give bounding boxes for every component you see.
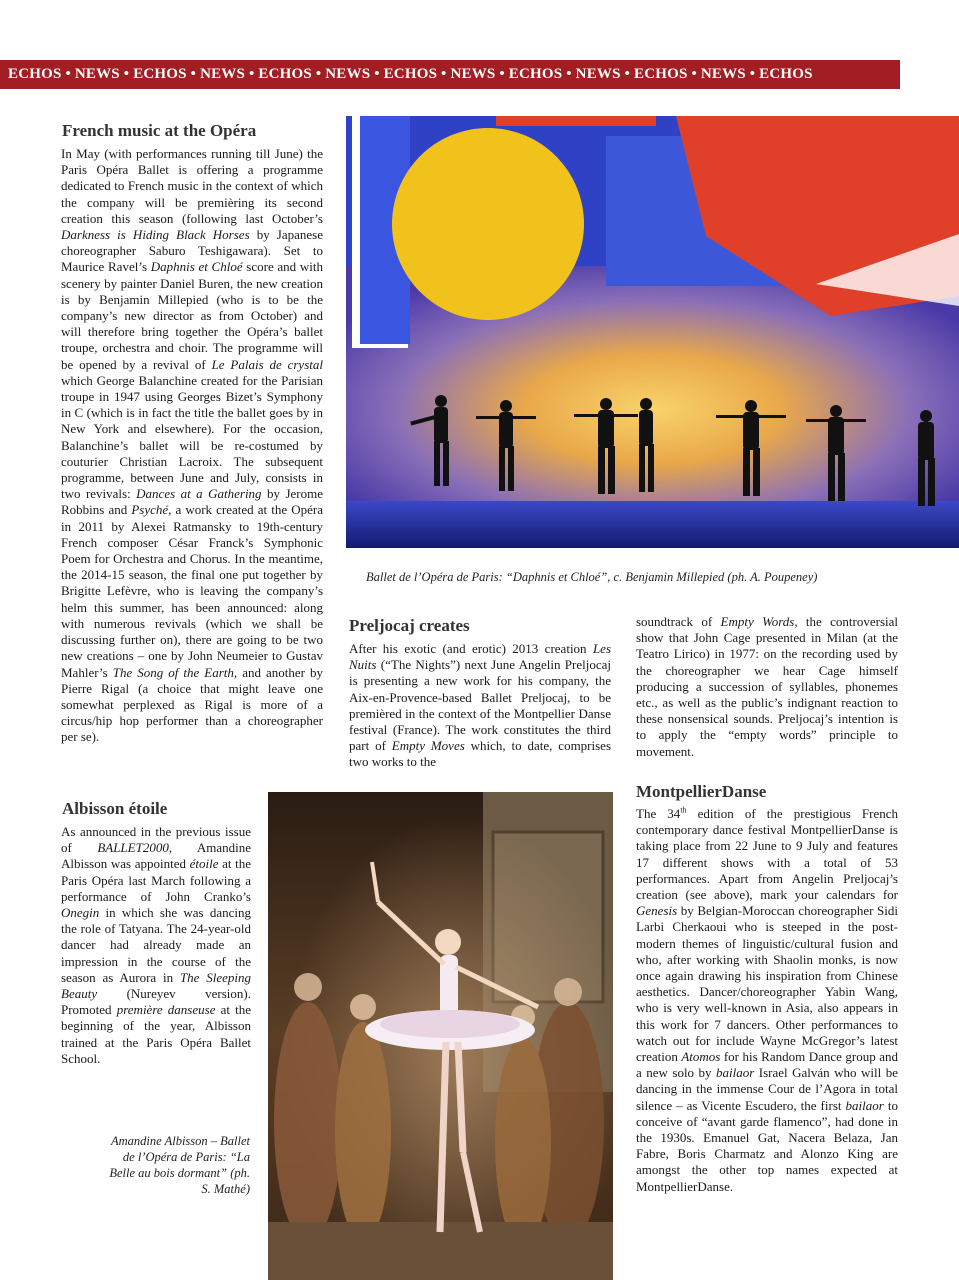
caption-daphnis-et-chloe: Ballet de l’Opéra de Paris: “Daphnis et Chloé”, c. Benjamin Millepied (ph. A. Poupeney)	[366, 570, 818, 584]
text-run: and another by Pierre Rigal (a choice that might leave one somewhat perplexed as Rigal is more of a circus/hip hop performer than a choreographer per se).	[61, 664, 323, 745]
photo-albisson-sleeping-beauty	[268, 792, 613, 1280]
article-body-preljocaj-left	[349, 641, 611, 771]
ballerina-illustration	[268, 792, 613, 1280]
text-run: (Nureyev version). Promoted	[61, 986, 251, 1018]
article-title-preljocaj: Preljocaj creates	[349, 616, 470, 635]
italic-run: Empty Moves	[391, 738, 465, 754]
italic-run: Psyché	[131, 502, 169, 518]
italic-run: bailaor	[845, 1097, 884, 1113]
text-run: for his Random Dance group and a new solo by	[636, 1049, 898, 1081]
italic-run: Le Palais de crystal	[211, 356, 323, 372]
article-title-albisson: Albisson étoile	[62, 799, 168, 818]
text-run: in which she was dancing the role of Tatyana. The 24-year-old dancer had already made an impression in the course of the season as Aurora in	[61, 905, 251, 985]
text-run: at the beginning of the year, Albisson trained at the Paris Opéra Ballet School.	[61, 1002, 252, 1066]
italic-run: Genesis	[636, 903, 678, 919]
text-run: , the controversial show that John Cage presented in Milan (at the Teatro Lirico) in 1977: on the recording used by the choreographer we hear Cage himself producing a succession of syllables, phonemes etc., as well as the public’s indignant reaction to these nonsensical sounds. Preljocaj’s intention is to apply the “empty words” principle to movement.	[636, 614, 898, 759]
text-run: In May (with performances running till June) the Paris Opéra Ballet is offering a programme dedicated to French music in the context of which the company will be premièring its second creation this season (following last October’s	[61, 146, 323, 226]
caption-albisson: Amandine Albisson – Ballet de l’Opéra de Paris: “La Belle au bois dormant” (ph. S. Mathé)	[109, 1134, 250, 1196]
article-body-albisson	[61, 824, 251, 1067]
text-run: which George Balanchine created for the Parisian troupe in 1947 using Georges Bizet’s Symphony in C (which is in fact the title the ballet goes by in New York and elsewhere). For the occasion, Balanchine’s ballet will be re-costumed by couturier Christian Lacroix. The subsequent programme, between June and July, consists in two revivals:	[61, 372, 323, 502]
italic-run: Les Nuits	[349, 641, 611, 673]
text-run: by Belgian-Moroccan choreographer Sidi Larbi Cherkaoui who is steeped in the post-modern themes of linguistic/cultural fusion and who, after working with Shaolin monks, is now once again drawing his inspiration from Chinese aesthetics. Dancer/choreographer Yabin Wang, who is very well-known in Asia, also appears in this work for 7 dancers. Other performances to watch out for include Wayne McGregor’s latest creation	[636, 903, 898, 1065]
article-body-french-music	[61, 146, 323, 746]
italic-run: The Song of the Earth,	[112, 664, 238, 680]
italic-run: Daphnis et Chloé	[150, 259, 243, 275]
text-run: As announced in the previous issue of	[61, 824, 251, 856]
article-body-montpellierdanse	[636, 806, 898, 1195]
italic-run: Dances at a Gathering	[136, 486, 262, 502]
text-run: Israel Galván who will be dancing in the immense Cour de l’Agora in total silence – as Vicente Escudero, the first	[636, 1065, 898, 1113]
italic-run: première danseuse	[116, 1002, 216, 1018]
article-title-montpellierdanse: MontpellierDanse	[636, 782, 767, 801]
photo-daphnis-et-chloe	[346, 116, 959, 548]
text-run: After his exotic (and erotic) 2013 creation	[349, 641, 593, 656]
stage-illustration	[346, 116, 959, 548]
italic-run: Empty Words	[720, 614, 795, 629]
italic-run: BALLET2000	[97, 840, 169, 856]
italic-run: Darkness is Hiding Black Horses	[61, 227, 250, 243]
italic-run: bailaor	[716, 1065, 755, 1081]
text-run: score and with scenery by painter Daniel Buren, the new creation is by Benjamin Millepied (who is to be the company’s new director as from October) and will therefore bring together the Opéra’s ballet troupe, orchestra and choir. The programme will be opened by a revival of	[61, 259, 323, 372]
text-run: edition of the prestigious French contemporary dance festival MontpellierDanse is taking place from 22 June to 9 July and features 17 different shows with a total of 53 performances. Apart from Angelin Preljocaj’s creation (see above), mark your calendars for	[636, 806, 898, 903]
news-banner: ECHOS • NEWS • ECHOS • NEWS • ECHOS • NEWS • ECHOS • NEWS • ECHOS • NEWS • ECHOS • NEWS • ECHOS	[0, 60, 900, 89]
text-run: by Jerome Robbins and	[61, 486, 323, 518]
italic-run: Atomos	[681, 1049, 721, 1065]
lead-superscript: th	[680, 805, 687, 815]
text-run: at the Paris Opéra last March following a performance of John Cranko’s	[61, 856, 251, 904]
text-run: (“The Nights”) next June Angelin Preljocaj is presenting a new work for his company, the Aix-en-Provence-based Ballet Preljocaj, to be premièred in the context of the Montpellier Danse festival (France). The work constitutes the third part of	[349, 657, 611, 754]
text-run: soundtrack of	[636, 614, 721, 629]
text-run: , Amandine Albisson was appointed	[61, 840, 251, 872]
italic-run: étoile	[189, 856, 219, 872]
lead-text: The 34	[636, 806, 681, 821]
italic-run: Onegin	[61, 905, 100, 921]
text-run: , a work created at the Opéra in 2011 by Alexei Ratmansky to 19th-century French composer César Franck’s Symphonic Poem for Orchestra and Chorus. In the meantime, the 2014-15 season, the final one put together by Brigitte Lefèvre, who is leaving the company’s helm this summer, has been announced: along with numerous revivals (which we shall be discussing further on), there are going to be two new creations – one by John Neumeier to Gustav Mahler’s	[61, 502, 323, 680]
text-run: by Japanese choreographer Saburo Teshigawara). Set to Maurice Ravel’s	[61, 227, 323, 275]
article-body-montpellierdanse-runs	[636, 806, 898, 1194]
text-run: to conceive of “avant garde flamenco”, had done in the 1930s. Emanuel Gat, Nacera Belaza, Jan Fabre, Boris Charmatz and Alonzo King are amongst the other top names expected at MontpellierDanse.	[636, 1097, 898, 1194]
article-title-french-music: French music at the Opéra	[62, 121, 257, 140]
italic-run: The Sleeping Beauty	[61, 969, 252, 1002]
text-run: which, to date, comprises two works to the	[349, 738, 612, 770]
article-body-preljocaj-right	[636, 614, 898, 760]
